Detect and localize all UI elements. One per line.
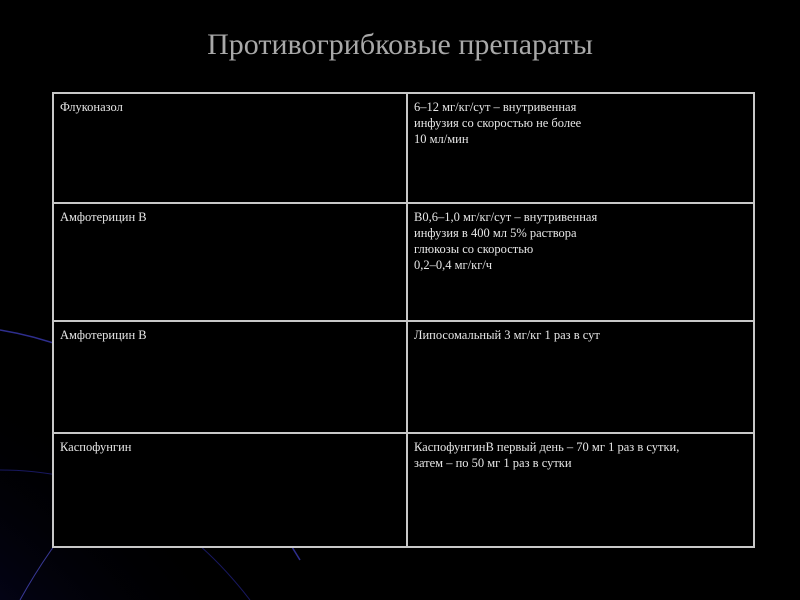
dosage-cell [407, 433, 754, 547]
table-row [53, 93, 754, 203]
dosage-line: инфузия в 400 мл 5% раствора [414, 226, 577, 240]
dosage-cell [407, 321, 754, 433]
dosage-line: Липосомальный 3 мг/кг 1 раз в сут [414, 328, 600, 342]
dosage-line: глюкозы со скоростью [414, 242, 534, 256]
drug-name-cell: Амфотерицин В [53, 203, 407, 321]
dosage-line: КаспофунгинВ первый день – 70 мг 1 раз в сутки, [414, 440, 680, 454]
dosage-line: 10 мл/мин [414, 132, 469, 146]
drug-name-cell: Амфотерицин В [53, 321, 407, 433]
dosage-line: В0,6–1,0 мг/кг/сут – внутривенная [414, 210, 598, 224]
table-row [53, 203, 754, 321]
table-row [53, 433, 754, 547]
dosage-line: инфузия со скоростью не более [414, 116, 582, 130]
drug-name-cell: Каспофунгин [53, 433, 407, 547]
dosage-line: 6–12 мг/кг/сут – внутривенная [414, 100, 577, 114]
drug-name-cell: Флуконазол [53, 93, 407, 203]
dosage-line: 0,2–0,4 мг/кг/ч [414, 258, 493, 272]
dosage-cell [407, 203, 754, 321]
dosage-line: затем – по 50 мг 1 раз в сутки [414, 456, 572, 470]
antifungal-table [52, 92, 755, 548]
table-row [53, 321, 754, 433]
dosage-cell [407, 93, 754, 203]
page-title: Противогрибковые препараты [207, 28, 593, 61]
